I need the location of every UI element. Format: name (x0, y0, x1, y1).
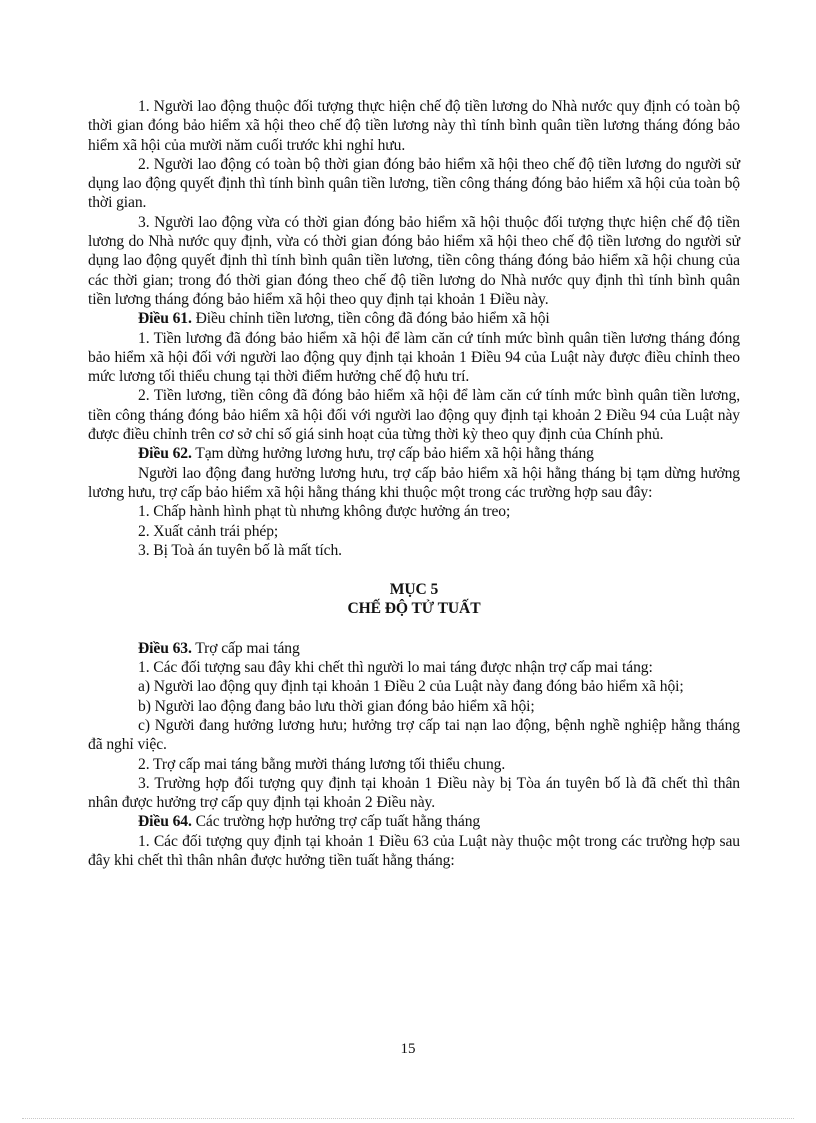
paragraph-63-2: 2. Trợ cấp mai táng bằng mười tháng lương tối thiểu chung. (138, 755, 506, 773)
article-63-heading (88, 639, 740, 658)
article-63-title: Trợ cấp mai táng (191, 639, 300, 657)
paragraph-62-3: 3. Bị Toà án tuyên bố là mất tích. (138, 541, 342, 559)
section-number: MỤC 5 (389, 581, 439, 599)
paragraph-60-3: 3. Người lao động vừa có thời gian đóng bảo hiểm xã hội thuộc đối tượng thực hiện chế độ tiền lương do Nhà nước quy định, vừa có thời gian đóng bảo hiểm xã hội theo chế độ tiền lương do người sử dụng lao động quyết định thì tính bình quân tiền lương, tiền công tháng đóng bảo hiểm xã hội chung của các thời gian; trong đó thời gian đóng theo chế độ tiền lương do Nhà nước quy định thì tính bình quân tiền lương tháng đóng bảo hiểm xã hội theo quy định tại khoản 1 Điều này. (88, 213, 740, 308)
paragraph-62-2: 2. Xuất cảnh trái phép; (138, 522, 279, 540)
article-62-title: Tạm dừng hưởng lương hưu, trợ cấp bảo hiểm xã hội hằng tháng (191, 445, 594, 463)
paragraph-61-2: 2. Tiền lương, tiền công đã đóng bảo hiểm xã hội để làm căn cứ tính mức bình quân tiền lương, tiền công tháng đóng bảo hiểm xã hội đối với người lao động quy định tại khoản 2 Điều 94 của Luật này được điều chỉnh trên cơ sở chỉ số giá sinh hoạt của từng thời kỳ theo quy định của Chính phủ. (88, 387, 740, 444)
paragraph-62-intro: Người lao động đang hưởng lương hưu, trợ cấp bảo hiểm xã hội hằng tháng bị tạm dừng hưởng lương hưu, trợ cấp bảo hiểm xã hội hằng tháng khi thuộc một trong các trường hợp sau đây: (88, 464, 740, 501)
paragraph-63-1c: c) Người đang hưởng lương hưu; hưởng trợ cấp tai nạn lao động, bệnh nghề nghiệp hằng tháng đã nghỉ việc. (88, 716, 740, 754)
section-title: CHẾ ĐỘ TỬ TUẤT (347, 600, 481, 618)
article-63-label: Điều 63. (138, 639, 192, 657)
paragraph-63-1b: b) Người lao động đang bảo lưu thời gian đóng bảo hiểm xã hội; (138, 697, 535, 715)
paragraph-62-1: 1. Chấp hành hình phạt tù nhưng không được hưởng án treo; (138, 503, 511, 521)
paragraph-63-1a: a) Người lao động quy định tại khoản 1 Điều 2 của Luật này đang đóng bảo hiểm xã hội; (138, 678, 684, 696)
page-bottom-divider (22, 1118, 794, 1119)
paragraph-61-1: 1. Tiền lương đã đóng bảo hiểm xã hội để làm căn cứ tính mức bình quân tiền lương tháng đóng bảo hiểm xã hội đối với người lao động quy định tại khoản 1 Điều 94 của Luật này được điều chỉnh theo mức lương tối thiểu chung tại thời điểm hưởng chế độ hưu trí. (88, 329, 740, 386)
article-64-title: Các trường hợp hưởng trợ cấp tuất hằng tháng (191, 813, 481, 831)
paragraph-60-1: 1. Người lao động thuộc đối tượng thực hiện chế độ tiền lương do Nhà nước quy định có toàn bộ thời gian đóng bảo hiểm xã hội theo chế độ tiền lương này thì tính bình quân tiền lương tháng đóng bảo hiểm xã hội của mười năm cuối trước khi nghỉ hưu. (88, 98, 740, 154)
article-61-label: Điều 61. (138, 310, 192, 328)
document-body (88, 97, 740, 870)
article-61-heading (88, 309, 740, 328)
article-64-heading (88, 812, 740, 831)
paragraph-64-1: 1. Các đối tượng quy định tại khoản 1 Điều 63 của Luật này thuộc một trong các trường hợp sau đây khi chết thì thân nhân được hưởng tiền tuất hằng tháng: (88, 832, 740, 869)
article-62-heading (88, 444, 740, 463)
paragraph-63-3: 3. Trường hợp đối tượng quy định tại khoản 1 Điều này bị Tòa án tuyên bố là đã chết thì thân nhân được hưởng trợ cấp quy định tại khoản 2 Điều này. (88, 774, 740, 812)
article-61-title: Điều chỉnh tiền lương, tiền công đã đóng bảo hiểm xã hội (191, 310, 550, 328)
article-62-label: Điều 62. (138, 445, 192, 463)
paragraph-63-1: 1. Các đối tượng sau đây khi chết thì người lo mai táng được nhận trợ cấp mai táng: (138, 659, 653, 677)
page-number: 15 (400, 1041, 416, 1057)
paragraph-60-2: 2. Người lao động có toàn bộ thời gian đóng bảo hiểm xã hội theo chế độ tiền lương do người sử dụng lao động quyết định thì tính bình quân tiền lương, tiền công tháng đóng bảo hiểm xã hội của toàn bộ thời gian. (88, 155, 740, 212)
article-64-label: Điều 64. (138, 813, 192, 831)
